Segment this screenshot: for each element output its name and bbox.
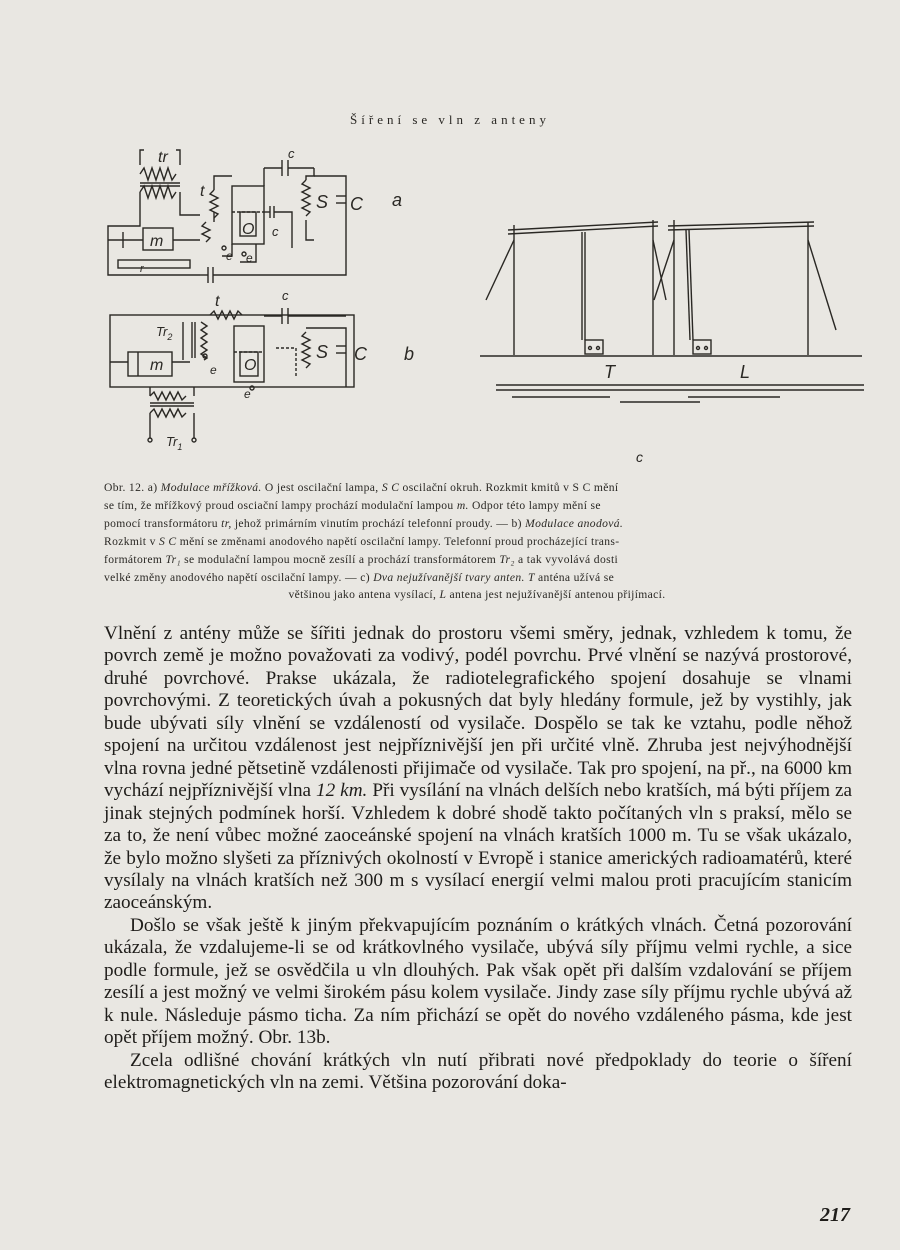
label-c-b: c: [282, 288, 289, 303]
label-antenna-l: L: [740, 362, 751, 382]
label-tr1-sub: 1: [177, 442, 183, 452]
label-diagram-c: c: [636, 449, 643, 465]
caption-italic: m.: [456, 498, 469, 512]
label-c2-a: c: [272, 224, 279, 239]
page-number: 217: [820, 1204, 850, 1226]
label-o-b: O: [244, 357, 257, 374]
paragraph-1: [104, 623, 852, 915]
caption-line-1: [104, 479, 850, 497]
label-et-a: e: [246, 251, 253, 265]
caption-italic: tr,: [221, 516, 232, 530]
circuit-b: [110, 308, 354, 442]
caption-text: mění se změnami anodového napětí oscilační lampy. Telefonní proud procházející trans-: [176, 534, 620, 548]
caption-italic: Modulace mřížková.: [160, 481, 262, 494]
label-et-b: e: [244, 387, 251, 401]
label-tr1: [166, 434, 182, 452]
label-antenna-t: T: [604, 362, 615, 382]
figure-caption: [104, 479, 850, 604]
caption-italic: S C: [381, 481, 400, 494]
caption-text: formátorem: [104, 552, 166, 566]
caption-line-7: [104, 586, 850, 604]
caption-text: a tak vyvolává dosti: [514, 552, 619, 566]
label-cap-c-a: C: [350, 194, 363, 214]
caption-text: Rozkmit v: [104, 534, 160, 548]
paragraph-2: Došlo se však ještě k jiným překvapujícím poznáním o krátkých vlnách. Četná pozorování ukázala, že vzdalujeme-li se od krátkovlného vysilače, ubývá síly příjmu velmi rychle, a sice podle formule, jež se osvědčila u vln dlouhých. Pak však opět při dalším vzdalování se příjem zesílí a jest možný ve velmi širokém pásu kolem vysilače. Jindy zase síly příjmu rychle ubývá až k nule. Následuje pásmo ticha. Za ním přichází se opět do nového vzdáleného pásma, kde jest opět příjem možný. Obr. 13b.: [104, 914, 852, 1049]
caption-text: se modulační lampou mocně zesílí a prochází transformátorem: [180, 552, 500, 566]
label-tr2-text: Tr: [156, 324, 168, 339]
caption-line-5: [104, 551, 850, 569]
caption-line-2: [104, 497, 850, 515]
caption-text: O jest oscilační lampa,: [261, 481, 382, 494]
caption-line-4: [104, 533, 850, 551]
caption-italic: L: [439, 588, 447, 602]
label-cap-c-b: C: [354, 344, 367, 364]
label-tr2: [156, 324, 172, 342]
caption-text: velké změny anodového napětí oscilační lampy. — c): [104, 570, 374, 584]
caption-text: oscilační okruh. Rozkmit kmitů v S C mění: [399, 481, 619, 494]
label-m-b: m: [150, 357, 164, 374]
caption-italic: Dva nejužívanější tvary anten.: [373, 570, 525, 584]
label-r: r: [140, 263, 144, 275]
label-ea-b: e: [210, 363, 217, 377]
label-m-a: m: [150, 233, 164, 250]
caption-text: pomocí transformátoru: [104, 516, 222, 530]
caption-text: antena jest nejužívanější antenou přijímací.: [446, 588, 666, 602]
label-ea-a: e: [226, 249, 233, 263]
paragraph-3: Zcela odlišné chování krátkých vln nutí přibrati nové předpoklady do teorie o šíření elektromagnetických vln na zemi. Většina pozorování doka-: [104, 1049, 852, 1094]
body-text: [104, 623, 852, 1095]
label-o-a: O: [242, 221, 255, 238]
paragraph-text: Vlnění z antény může se šířiti jednak do prostoru všemi směry, jednak, vzhledem k tomu, že povrch země je možno považovati za vodivý, podél povrchu. Prvé vlnění se nazývá prostorové, druhé povrchové. Prakse ukázala, že radiotelegrafického spojení dosahuje se vlnami povrchovými. Z teoretických úvah a pokusných dat byly hledány formule, jež by vystihly, jak bude ubývati síly vlnění se vzdáleností od vysilače. Dospělo se tak ke vztahu, podle něhož spojení na určitou vzdálenost jest nejpříznivější jen při určité vlně. Zhruba jest nejvýhodnější vlna rovna jedné pětsetině vzdálenosti přijimače od vysilače. Tak pro spojení, na př., na 6000 km vychází nejpříznivější vlna: [104, 623, 852, 802]
label-tr2-sub: 2: [167, 332, 173, 342]
caption-text: se tím, že mřížkový proud osciační lampy prochází modulační lampou: [104, 498, 457, 512]
figure-12: [0, 0, 900, 480]
label-diagram-a: a: [392, 190, 403, 210]
paragraph-italic: 12 km.: [316, 780, 368, 802]
paragraph-text: Při vysílání na vlnách delších nebo kratších, má býti příjem za jinak stejných podmínek horší. Vzhledem k dobré shodě takto počítaných vln s praksí, mělo se za to, že není vůbec možné zaoceánské spojení na vlnách kratších 1000 m. Tu se však ukázalo, že bylo možno slyšeti za příznivých okolností v Evropě i stanice amerických radioamatérů, které vysílaly na vlnách kratších než 300 m s vysílací energií velmi malou proti pracujícím stanicím zaoceánským.: [104, 780, 852, 914]
circuit-a: [108, 150, 346, 283]
label-c-a: c: [288, 146, 295, 161]
caption-italic: Modulace anodová.: [525, 516, 624, 530]
caption-italic: Tr₂: [499, 552, 515, 566]
caption-line-6: [104, 569, 850, 587]
caption-text: anténa užívá se: [534, 570, 615, 584]
caption-text: Odpor této lampy mění se: [468, 498, 601, 512]
label-tr: tr: [158, 149, 168, 166]
label-t-a: t: [200, 183, 205, 200]
label-s-b: S: [316, 342, 329, 362]
running-title: Šíření se vln z anteny: [350, 112, 550, 127]
caption-line-3: [104, 515, 850, 533]
label-tr1-text: Tr: [166, 434, 178, 449]
label-s-a: S: [316, 192, 329, 212]
caption-text: většinou jako antena vysílací,: [288, 588, 440, 602]
caption-italic: T: [524, 570, 535, 584]
caption-text: jehož primárním vinutím prochází telefonní proudy. — b): [231, 516, 526, 530]
label-t-b: t: [215, 293, 220, 310]
caption-italic: Tr₁: [165, 552, 181, 566]
caption-italic: S C: [159, 534, 177, 548]
caption-text: Obr. 12. a): [104, 481, 161, 494]
label-diagram-b: b: [404, 344, 415, 364]
antennas-c: [480, 220, 864, 402]
